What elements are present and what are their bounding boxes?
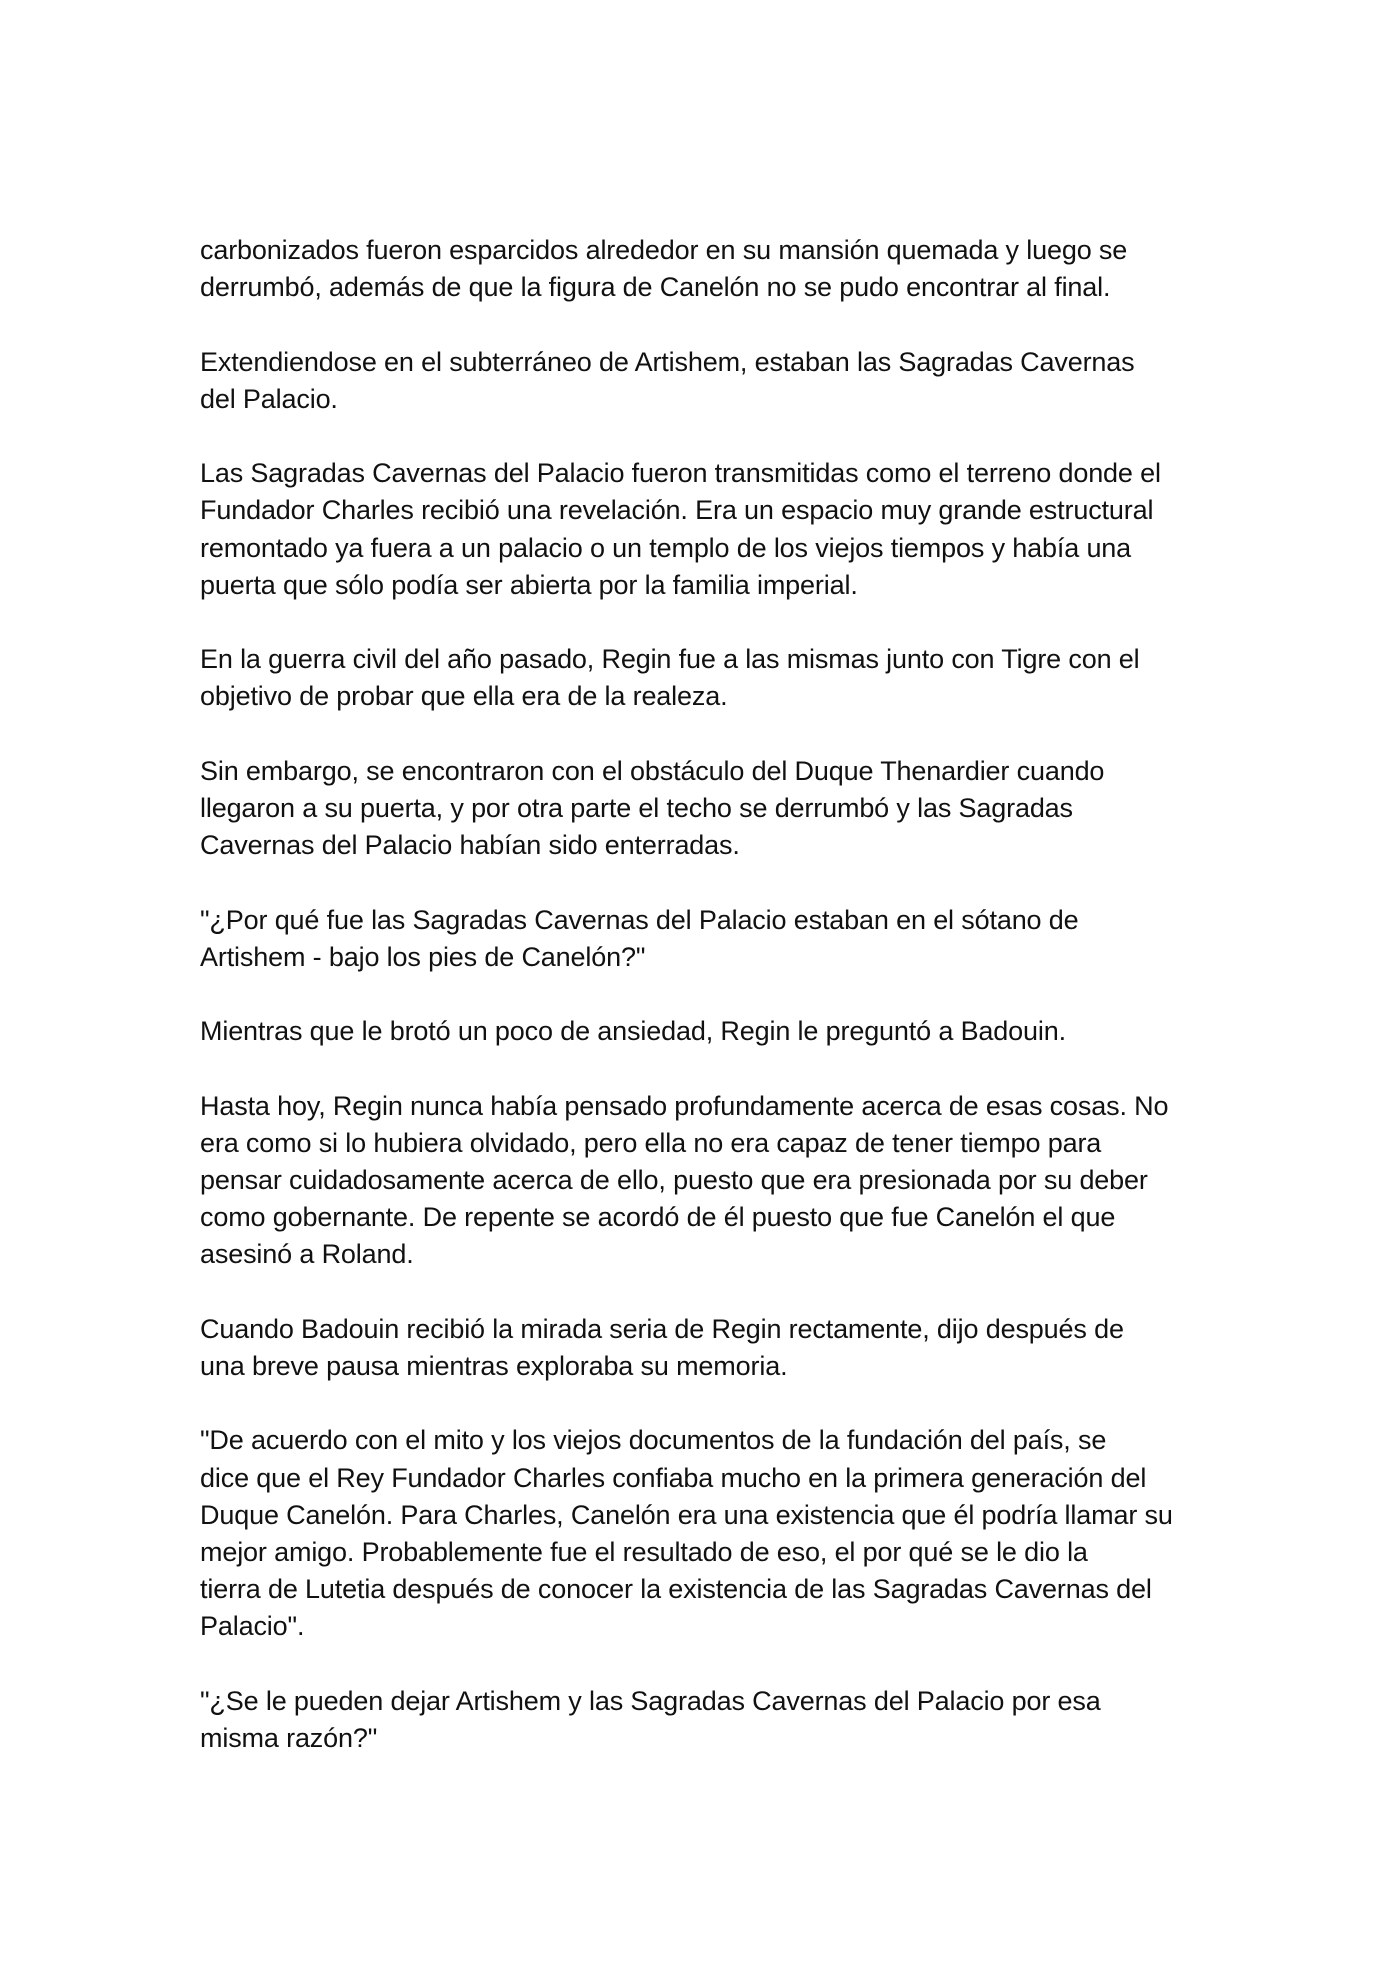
paragraph-10: "De acuerdo con el mito y los viejos documentos de la fundación del país, se dice que el Rey Fundador Charles confiaba mucho en la primera generación del Duque Canelón. Para Charles, Canelón era una existencia que él podría llamar su mejor amigo. Probablemente fue el resultado de eso, el por qué se le dio la tierra de Lutetia después de conocer la existencia de las Sagradas Cavernas del Palacio".: [200, 1425, 1173, 1642]
paragraph-8: Hasta hoy, Regin nunca había pensado profundamente acerca de esas cosas. No era como si lo hubiera olvidado, pero ella no era capaz de tener tiempo para pensar cuidadosamente acerca de ello, puesto que era presionada por su deber como gobernante. De repente se acordó de él puesto que fue Canelón el que asesinó a Roland.: [200, 1090, 1169, 1270]
paragraph-7: Mientras que le brotó un poco de ansiedad, Regin le preguntó a Badouin.: [200, 1016, 1066, 1047]
paragraph-11: "¿Se le pueden dejar Artishem y las Sagradas Cavernas del Palacio por esa misma razón?": [200, 1685, 1101, 1753]
paragraph-4: En la guerra civil del año pasado, Regin fue a las mismas junto con Tigre con el objetivo de probar que ella era de la realeza.: [200, 644, 1140, 712]
paragraph-3: Las Sagradas Cavernas del Palacio fueron transmitidas como el terreno donde el Fundador Charles recibió una revelación. Era un espacio muy grande estructural remontado ya fuera a un palacio o un templo de los viejos tiempos y había una puerta que sólo podía ser abierta por la familia imperial.: [200, 458, 1161, 600]
paragraph-1: carbonizados fueron esparcidos alrededor en su mansión quemada y luego se derrumbó, además de que la figura de Canelón no se pudo encontrar al final.: [200, 235, 1128, 303]
document-page: [200, 232, 1210, 1794]
paragraph-5: Sin embargo, se encontraron con el obstáculo del Duque Thenardier cuando llegaron a su puerta, y por otra parte el techo se derrumbó y las Sagradas Cavernas del Palacio habían sido enterradas.: [200, 755, 1105, 861]
paragraph-2: Extendiendose en el subterráneo de Artishem, estaban las Sagradas Cavernas del Palacio.: [200, 346, 1135, 414]
paragraph-6: "¿Por qué fue las Sagradas Cavernas del Palacio estaban en el sótano de Artishem - bajo los pies de Canelón?": [200, 904, 1079, 972]
paragraph-9: Cuando Badouin recibió la mirada seria de Regin rectamente, dijo después de una breve pausa mientras exploraba su memoria.: [200, 1313, 1124, 1381]
